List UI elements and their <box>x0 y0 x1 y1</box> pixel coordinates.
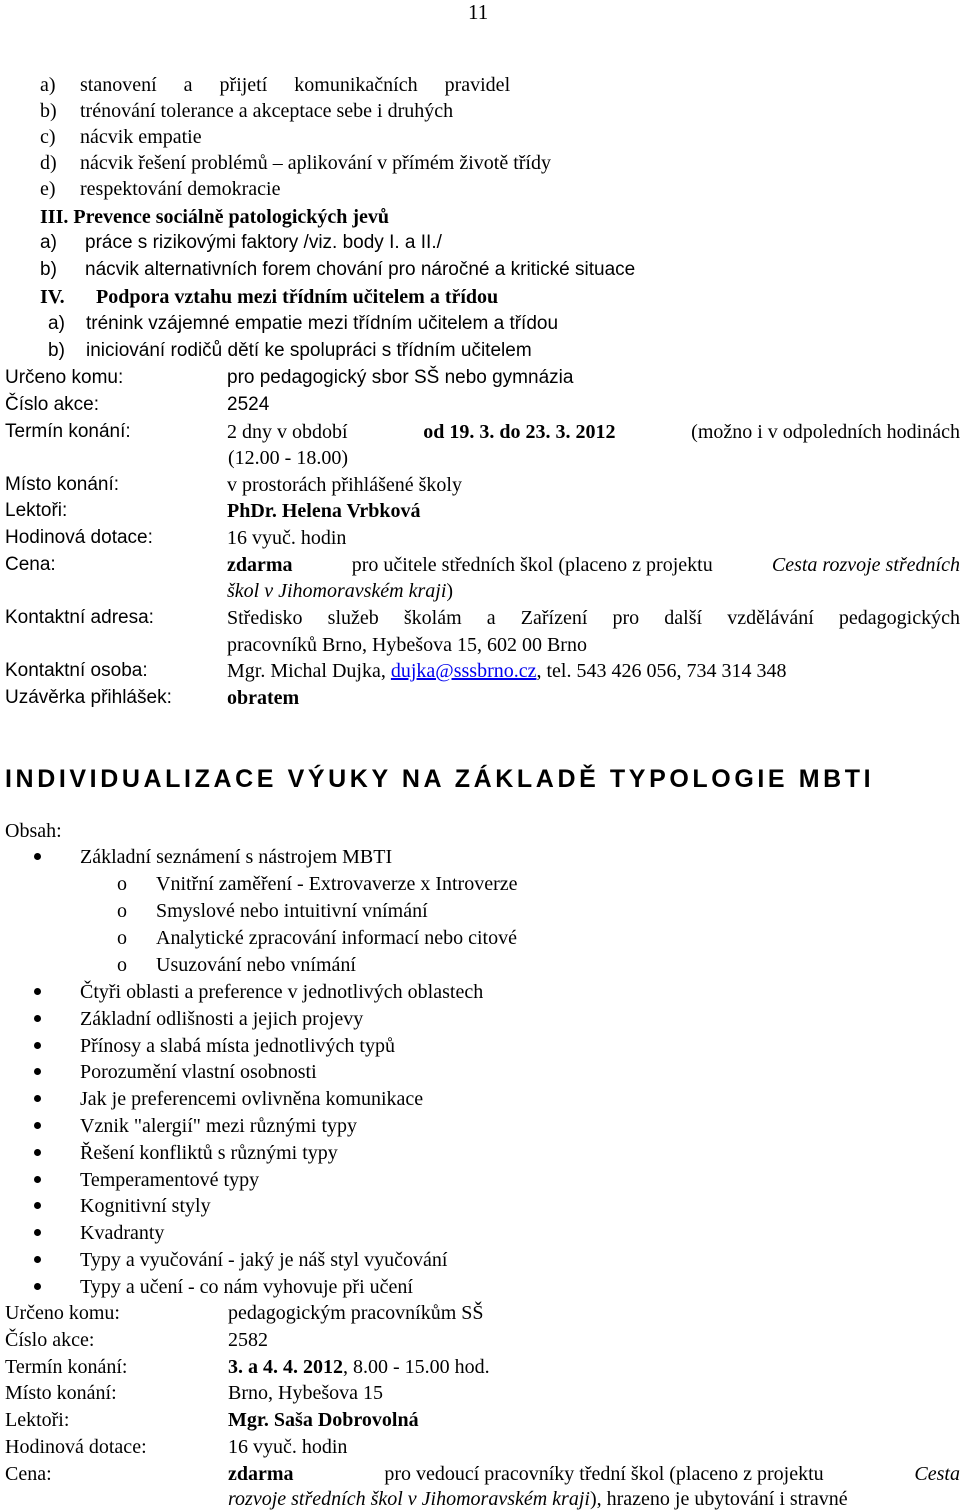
list-text: nácvik empatie <box>80 126 202 148</box>
list-marker: c) <box>40 126 56 148</box>
sub-item: Smyslové nebo intuitivní vnímání <box>156 900 428 922</box>
lecturer-label-2: Lektoři: <box>5 1409 70 1431</box>
list-marker: b) <box>40 259 57 280</box>
bullet-item: Temperamentové typy <box>80 1169 260 1191</box>
list-text: nácvik řešení problémů – aplikování v přímém životě třídy <box>80 152 551 174</box>
bullet-icon <box>34 1229 41 1236</box>
sub-item: Analytické zpracování informací nebo citové <box>156 927 517 949</box>
intro-item-d <box>40 150 551 176</box>
list-marker: a) <box>48 313 65 334</box>
circle-bullet-icon: o <box>117 954 127 976</box>
lecturer-value-2: Mgr. Saša Dobrovolná <box>228 1409 419 1431</box>
bullet-icon <box>34 1095 41 1102</box>
intro-item-e <box>40 176 281 202</box>
circle-bullet-icon: o <box>117 900 127 922</box>
bullet-icon <box>34 1256 41 1263</box>
bullet-item: Kognitivní styly <box>80 1195 211 1217</box>
address-line2: pracovníků Brno, Hybešova 15, 602 00 Brno <box>227 634 587 656</box>
lecturer-label: Lektoři: <box>5 500 68 521</box>
hours-label-2: Hodinová dotace: <box>5 1436 147 1458</box>
action-number-label: Číslo akce: <box>5 394 99 415</box>
list-marker: d) <box>40 152 57 174</box>
contact-label: Kontaktní osoba: <box>5 660 148 681</box>
price-free-2: zdarma <box>228 1463 294 1485</box>
bullet-item-mbti: Základní seznámení s nástrojem MBTI <box>80 846 393 868</box>
list-marker: a) <box>40 232 57 253</box>
section-3-title: III. Prevence sociálně patologických jevů <box>40 206 390 228</box>
contents-label: Obsah: <box>5 820 62 842</box>
price-value <box>227 552 960 578</box>
list-text: práce s rizikovými faktory /viz. body I. a II./ <box>85 232 442 253</box>
place-label: Místo konání: <box>5 474 120 495</box>
list-text: trénink vzájemné empatie mezi třídním učitelem a třídou <box>86 313 559 334</box>
list-marker: b) <box>40 100 57 122</box>
date-label: Termín konání: <box>5 421 131 442</box>
for-value-2: pedagogickým pracovníkům SŠ <box>228 1302 484 1324</box>
deadline-value: obratem <box>227 687 300 709</box>
date-value-2 <box>228 1354 490 1380</box>
sub-item: Vnitřní zaměření - Extrovaverze x Introverze <box>156 873 518 895</box>
bullet-item: Kvadranty <box>80 1222 165 1244</box>
sub-item: Usuzování nebo vnímání <box>156 954 356 976</box>
section-number: IV. <box>40 286 65 308</box>
contact-value <box>227 658 787 684</box>
bullet-item: Základní odlišnosti a jejich projevy <box>80 1008 364 1030</box>
contact-name: Mgr. Michal Dujka, <box>227 660 386 682</box>
circle-bullet-icon: o <box>117 873 127 895</box>
section-4-item-a <box>48 311 559 337</box>
action-number-label-2: Číslo akce: <box>5 1329 95 1351</box>
place-value-2: Brno, Hybešova 15 <box>228 1382 383 1404</box>
date-note: (možno i v odpoledních hodinách <box>691 421 960 443</box>
list-text: iniciování rodičů dětí ke spolupráci s třídním učitelem <box>86 340 532 361</box>
bullet-item: Čtyři oblasti a preference v jednotlivých oblastech <box>80 981 484 1003</box>
intro-item-b <box>40 98 454 124</box>
date-pre: 2 dny v období <box>227 421 348 443</box>
date-label-2: Termín konání: <box>5 1356 128 1378</box>
contact-email-link[interactable]: dujka@sssbrno.cz <box>390 660 537 682</box>
project-name-2: Cesta <box>914 1463 960 1485</box>
section-title-text: Podpora vztahu mezi třídním učitelem a třídou <box>96 286 499 308</box>
bullet-item: Typy a vyučování - jaký je náš styl vyučování <box>80 1249 448 1271</box>
hours-value: 16 vyuč. hodin <box>227 527 347 549</box>
bullet-icon <box>34 1068 41 1075</box>
page-number: 11 <box>468 0 489 24</box>
list-marker: a) <box>40 74 56 96</box>
list-text: stanovení a přijetí komunikačních pravidel <box>80 74 511 96</box>
bullet-item: Vznik "alergií" mezi různými typy <box>80 1115 358 1137</box>
list-marker: b) <box>48 340 65 361</box>
hours-value-2: 16 vyuč. hodin <box>228 1436 348 1458</box>
price-value-2 <box>228 1461 960 1487</box>
price-label: Cena: <box>5 554 56 575</box>
bullet-icon <box>34 853 41 860</box>
for-label-2: Určeno komu: <box>5 1302 120 1324</box>
section-3-item-a <box>40 230 442 256</box>
bullet-icon <box>34 1122 41 1129</box>
list-text: respektování demokracie <box>80 178 281 200</box>
price-tail-2: ), hrazeno je ubytování i stravné <box>589 1488 848 1510</box>
project-name: Cesta rozvoje středních <box>771 554 960 576</box>
for-value: pro pedagogický sbor SŠ nebo gymnázia <box>227 367 574 388</box>
price-value-2-line2 <box>228 1486 848 1512</box>
bullet-icon <box>34 1015 41 1022</box>
action-number-value: 2524 <box>227 394 270 415</box>
price-free: zdarma <box>227 554 293 576</box>
bullet-item: Řešení konfliktů s různými typy <box>80 1142 338 1164</box>
bullet-icon <box>34 1149 41 1156</box>
contact-phone: , tel. 543 426 056, 734 314 348 <box>536 660 787 682</box>
place-label-2: Místo konání: <box>5 1382 117 1404</box>
action-number-value-2: 2582 <box>228 1329 268 1351</box>
bullet-icon <box>34 1176 41 1183</box>
deadline-label: Uzávěrka přihlášek: <box>5 687 172 708</box>
hours-label: Hodinová dotace: <box>5 527 153 548</box>
list-text: nácvik alternativních forem chování pro náročné a kritické situace <box>85 259 636 280</box>
bullet-item: Typy a učení - co nám vyhovuje při učení <box>80 1276 413 1298</box>
price-label-2: Cena: <box>5 1463 52 1485</box>
section-4-title <box>40 284 499 310</box>
bullet-icon <box>34 1202 41 1209</box>
list-text: trénování tolerance a akceptace sebe i druhých <box>80 100 454 122</box>
price-close: ) <box>446 580 454 602</box>
date-value <box>227 419 960 445</box>
bullet-item: Přínosy a slabá místa jednotlivých typů <box>80 1035 395 1057</box>
intro-item-c <box>40 124 202 150</box>
bullet-icon <box>34 1042 41 1049</box>
bullet-item: Jak je preferencemi ovlivněna komunikace <box>80 1088 424 1110</box>
project-name-2-cont: rozvoje středních škol v Jihomoravském kraji <box>228 1488 590 1510</box>
circle-bullet-icon: o <box>117 927 127 949</box>
address-line1: Středisko služeb školám a Zařízení pro další vzdělávání pedagogických <box>227 607 960 629</box>
date-range-2: 3. a 4. 4. 2012 <box>228 1356 343 1378</box>
bullet-icon <box>34 988 41 995</box>
date-range: od 19. 3. do 23. 3. 2012 <box>423 421 616 443</box>
address-label: Kontaktní adresa: <box>5 607 154 628</box>
price-text-2: pro vedoucí pracovníky třední škol (placeno z projektu <box>384 1463 824 1485</box>
bullet-icon <box>34 1283 41 1290</box>
date-time-2: , 8.00 - 15.00 hod. <box>343 1356 490 1378</box>
for-label: Určeno komu: <box>5 367 124 388</box>
bullet-item: Porozumění vlastní osobnosti <box>80 1061 317 1083</box>
price-value-line2 <box>227 578 453 604</box>
place-value: v prostorách přihlášené školy <box>227 474 462 496</box>
price-text: pro učitele středních škol (placeno z projektu <box>351 554 713 576</box>
intro-item-a <box>40 72 647 98</box>
project-name-cont: škol v Jihomoravském kraji <box>227 580 447 602</box>
section-4-item-b <box>48 338 532 364</box>
list-marker: e) <box>40 178 56 200</box>
date-hours: (12.00 - 18.00) <box>228 447 348 469</box>
section-3-item-b <box>40 257 636 283</box>
lecturer-value: PhDr. Helena Vrbková <box>227 500 421 522</box>
course-heading: INDIVIDUALIZACE VÝUKY NA ZÁKLADĚ TYPOLOGIE MBTI <box>5 765 875 793</box>
